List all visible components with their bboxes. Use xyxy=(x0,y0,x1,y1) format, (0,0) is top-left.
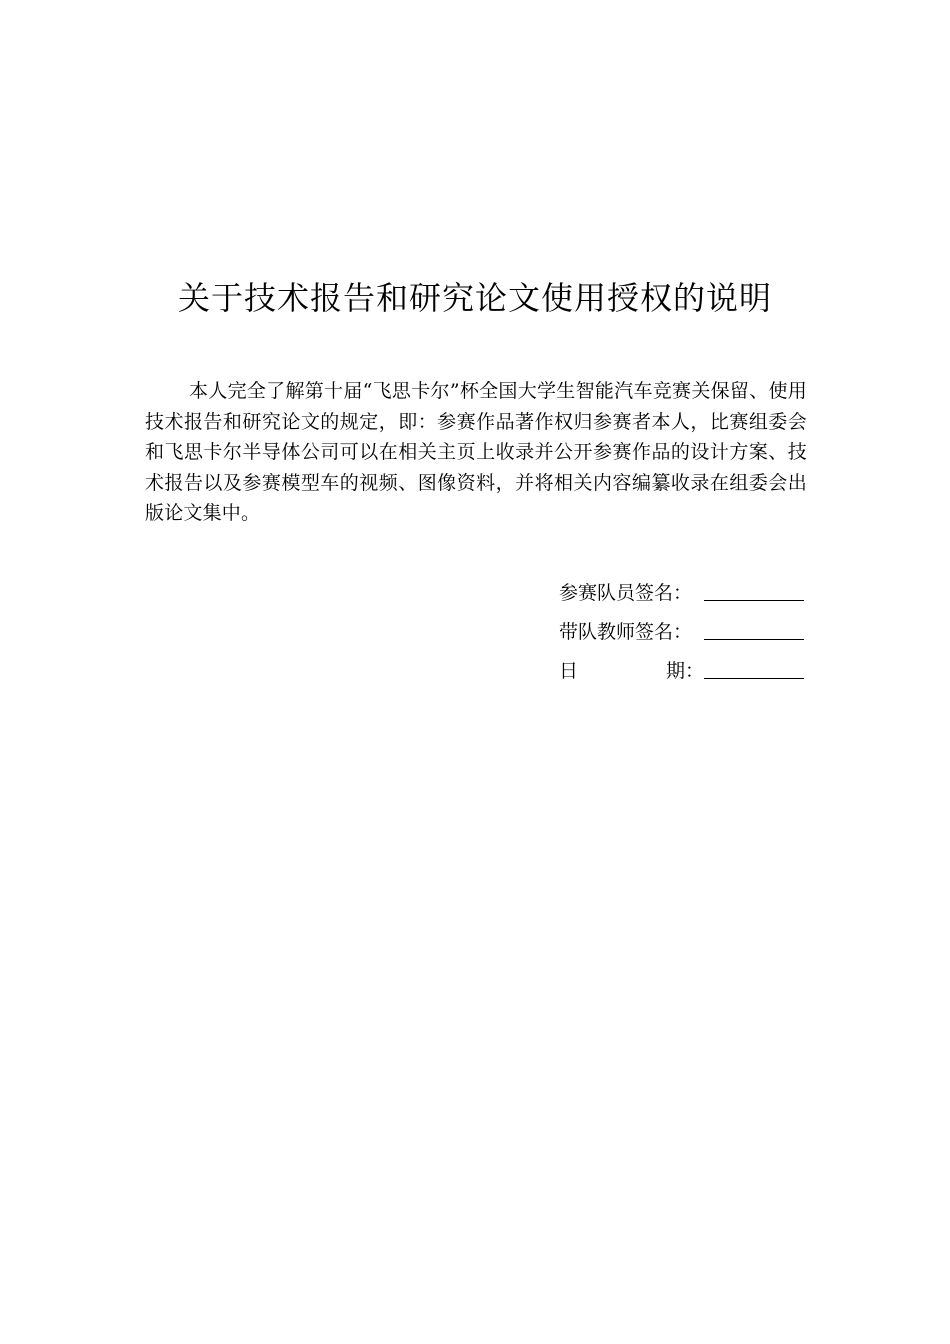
authorization-paragraph: 本人完全了解第十届“飞思卡尔”杯全国大学生智能汽车竞赛关保留、使用技术报告和研究论文的规定，即：参赛作品著作权归参赛者本人，比赛组委会和飞思卡尔半导体公司可以在相关主页上收录并公开参赛作品的设计方案、技术报告以及参赛模型车的视频、图像资料，并将相关内容编纂收录在组委会出版论文集中。 xyxy=(145,380,807,524)
date-row xyxy=(559,644,809,683)
member-signature-row xyxy=(559,566,809,605)
document-title: 关于技术报告和研究论文使用授权的说明 xyxy=(177,279,772,317)
teacher-signature-label: 带队教师签名： xyxy=(559,621,693,643)
teacher-signature-line xyxy=(704,617,804,640)
signature-block xyxy=(559,566,809,683)
date-label-first: 日 xyxy=(559,660,579,682)
date-line xyxy=(704,656,804,679)
date-label xyxy=(559,656,704,683)
member-signature-line xyxy=(704,578,804,601)
member-signature-label: 参赛队员签名： xyxy=(559,582,693,604)
teacher-signature-row xyxy=(559,605,809,644)
date-label-second: 期： xyxy=(665,660,704,682)
